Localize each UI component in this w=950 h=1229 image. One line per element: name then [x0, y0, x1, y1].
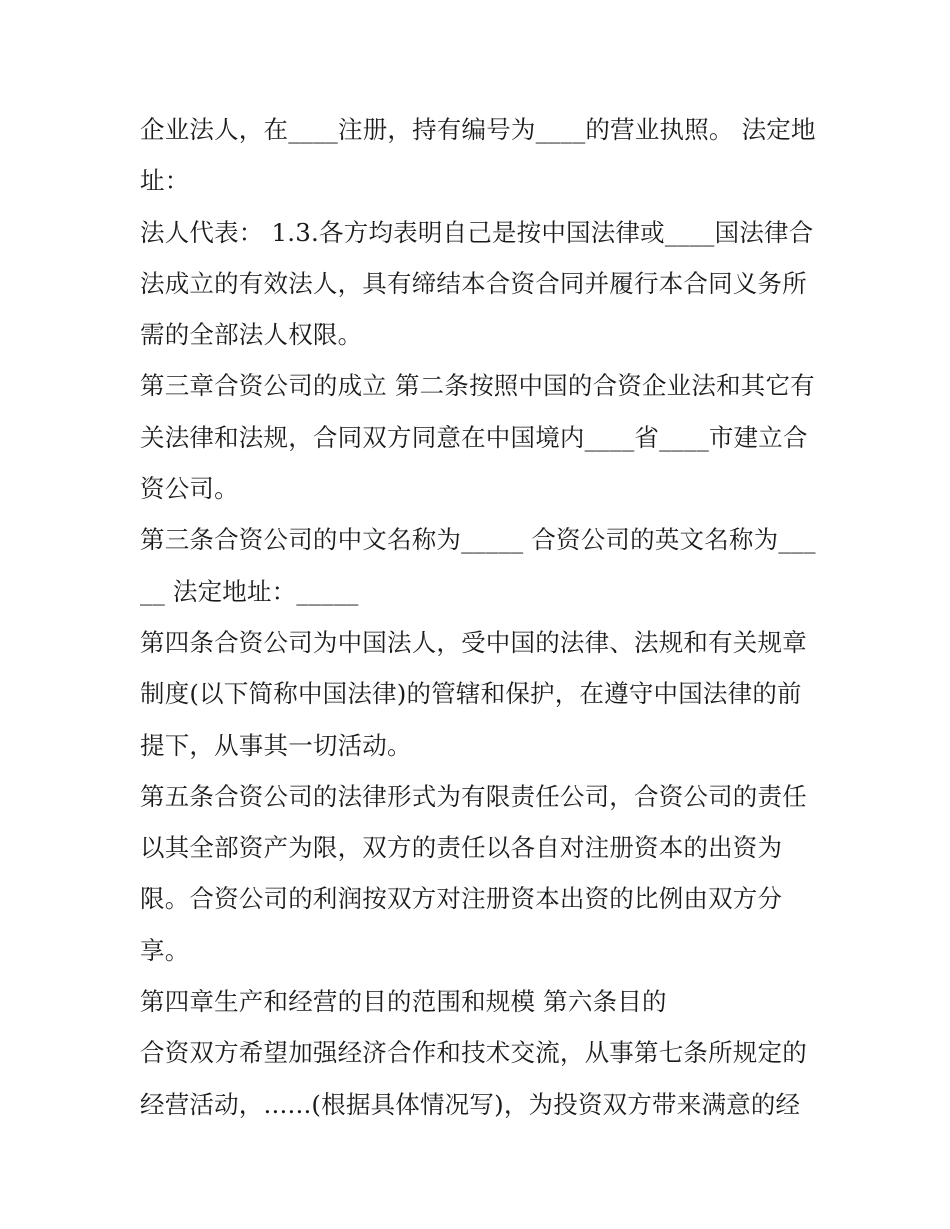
paragraph-chapter-four-heading: 第四章生产和经营的目的范围和规模 第六条目的 — [140, 987, 667, 1017]
document-body — [140, 104, 820, 1130]
paragraph-legal-representative: 法人代表： 1.3.各方均表明自己是按中国法律或____国法律合法成立的有效法人，具有缔结本合资合同并履行本合同义务所需的全部法人权限。 — [140, 217, 814, 350]
paragraph-purpose: 合资双方希望加强经济合作和技术交流，从事第七条所规定的经营活动，......(根据具体情况写)，为投资双方带来满意的经 — [140, 1038, 807, 1119]
paragraph-article-five-liability: 第五条合资公司的法律形式为有限责任公司，合资公司的责任以其全部资产为限，双方的责任以各自对注册资本的出资为限。合资公司的利润按双方对注册资本出资的比例由双方分享。 — [140, 781, 807, 965]
paragraph-article-four-legal-person: 第四条合资公司为中国法人，受中国的法律、法规和有关规章制度(以下简称中国法律)的管辖和保护，在遵守中国法律的前提下，从事其一切活动。 — [140, 627, 807, 760]
paragraph-article-three-names: 第三条合资公司的中文名称为_____ 合资公司的英文名称为_____ 法定地址：_____ — [140, 525, 816, 606]
paragraph-company-registration: 企业法人，在____注册，持有编号为____的营业执照。 法定地址： — [140, 115, 816, 196]
paragraph-chapter-three-establishment: 第三章合资公司的成立 第二条按照中国的合资企业法和其它有关法律和法规，合同双方同意在中国境内____省____市建立合资公司。 — [140, 371, 815, 504]
